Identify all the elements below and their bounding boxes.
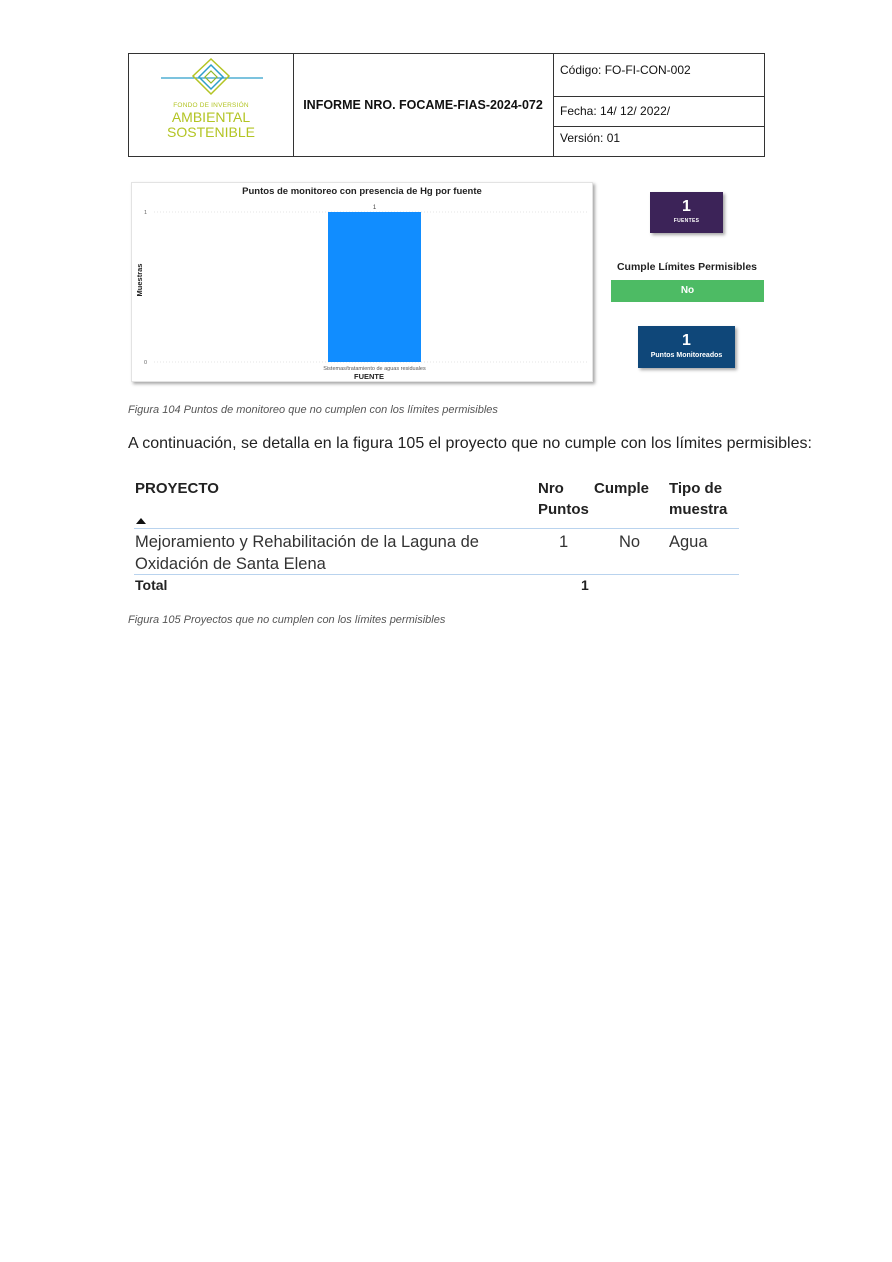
y-axis-label: Muestras (135, 263, 144, 297)
fecha-field: Fecha: 14/ 12/ 2022/ (554, 97, 765, 127)
header-tipo-line1[interactable]: Tipo de (669, 480, 723, 497)
logo-text-sostenible: SOSTENIBLE (167, 124, 255, 140)
puntos-label: Puntos Monitoreados (650, 352, 723, 359)
figure-caption-104: Figura 104 Puntos de monitoreo que no cumplen con los límites permisibles (128, 404, 498, 416)
header-divider (134, 528, 739, 529)
bar (328, 212, 421, 362)
bar-chart-panel (131, 182, 593, 382)
logo-cell (129, 54, 294, 156)
fuentes-value: 1 (682, 198, 691, 215)
header-proyecto[interactable]: PROYECTO (135, 480, 219, 497)
report-title: INFORME NRO. FOCAME-FIAS-2024-072 (293, 54, 554, 156)
cell-tipo: Agua (669, 533, 708, 551)
figure-caption-105: Figura 105 Proyectos que no cumplen con los límites permisibles (128, 614, 446, 626)
document-header (128, 53, 765, 157)
meta-cell (554, 54, 765, 156)
header-nro-line2[interactable]: Puntos (538, 501, 589, 518)
bar-chart (132, 183, 592, 381)
y-tick-label: 0 (143, 360, 147, 366)
codigo-field: Código: FO-FI-CON-002 (554, 54, 765, 97)
puntos-value: 1 (682, 332, 691, 349)
header-cumple[interactable]: Cumple (594, 480, 650, 497)
total-value: 1 (581, 577, 589, 593)
y-tick-label: 1 (143, 210, 147, 216)
projects-table (128, 476, 739, 596)
cell-nro: 1 (559, 533, 569, 551)
version-field: Versión: 01 (560, 131, 621, 145)
puntos-monitoreados-card (638, 326, 735, 368)
cell-cumple: No (619, 533, 641, 551)
chart-title: Puntos de monitoreo con presencia de Hg por fuente (242, 186, 482, 197)
logo-text-ambiental: AMBIENTAL (171, 109, 251, 125)
header-nro-line1[interactable]: Nro (538, 480, 564, 497)
row-divider (134, 574, 739, 575)
cell-proyecto-line1: Mejoramiento y Rehabilitación de la Laguna de (135, 533, 479, 551)
cumple-status-badge: No (611, 280, 764, 302)
body-paragraph: A continuación, se detalla en la figura 105 el proyecto que no cumple con los límites permisibles: (128, 435, 812, 452)
sort-ascending-icon[interactable] (136, 518, 146, 524)
fias-logo-icon (129, 54, 293, 102)
x-axis-label: FUENTE (354, 372, 384, 381)
x-tick-label: Sistemas/tratamiento de aguas residuales (323, 366, 426, 372)
cumple-title: Cumple Límites Permisibles (616, 261, 758, 273)
fuentes-label: FUENTES (673, 218, 700, 224)
header-tipo-line2[interactable]: muestra (669, 501, 728, 518)
fuentes-card (650, 192, 723, 233)
cell-proyecto-line2: Oxidación de Santa Elena (135, 555, 326, 573)
logo-text-small: FONDO DE INVERSIÓN (173, 102, 249, 109)
bar-data-label: 1 (372, 205, 377, 211)
total-label: Total (135, 577, 168, 593)
